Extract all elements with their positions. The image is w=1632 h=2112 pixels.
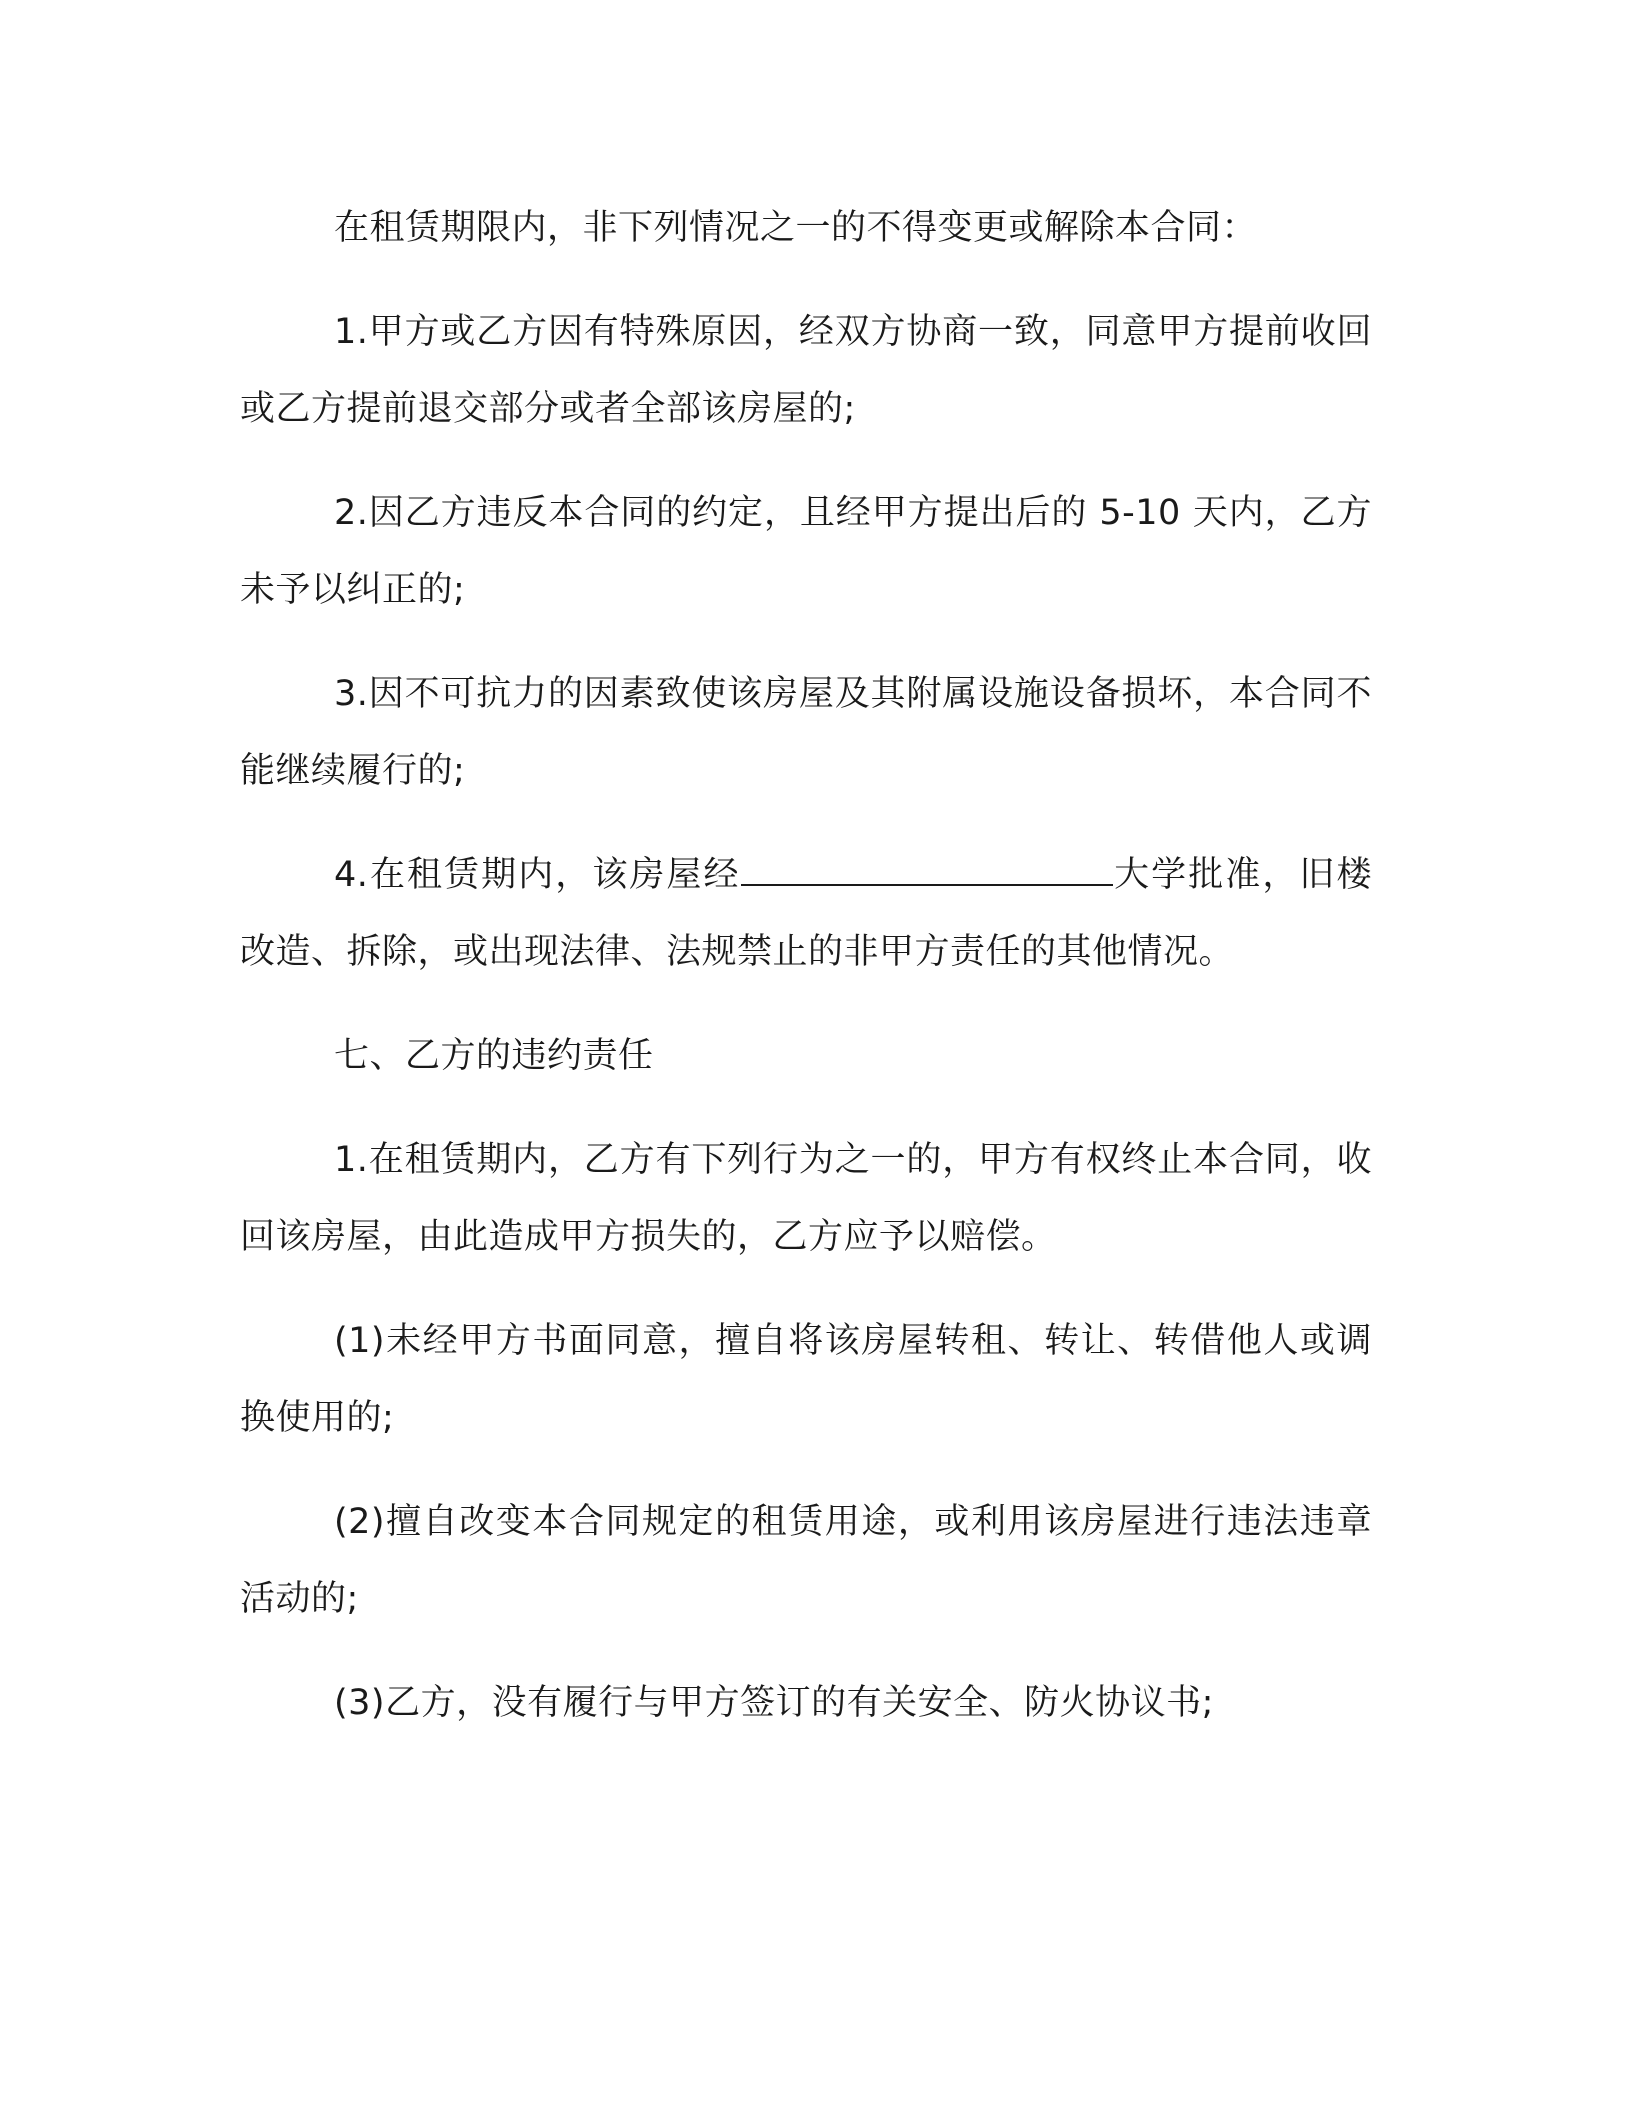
paragraph-clause-1: 1.甲方或乙方因有特殊原因，经双方协商一致，同意甲方提前收回或乙方提前退交部分或者全部该房屋的; (240, 312, 1372, 429)
paragraph-liability-1: 1.在租赁期内，乙方有下列行为之一的，甲方有权终止本合同，收回该房屋，由此造成甲方损失的，乙方应予以赔偿。 (240, 1140, 1372, 1257)
clause-4-text-after: 大学批准，旧楼改造、拆除，或出现法律、法规禁止的非甲方责任的其他情况。 (240, 855, 1372, 972)
fill-in-blank (741, 854, 1113, 886)
paragraph-clause-2: 2.因乙方违反本合同的约定，且经甲方提出后的 5-10 天内，乙方未予以纠正的; (240, 493, 1372, 610)
paragraph-item-3: (3)乙方，没有履行与甲方签订的有关安全、防火协议书; (334, 1683, 1214, 1723)
document-body (240, 190, 1372, 1769)
section-heading-7: 七、乙方的违约责任 (334, 1036, 654, 1076)
paragraph-clause-4 (240, 837, 1372, 991)
paragraph-item-2: (2)擅自改变本合同规定的租赁用途，或利用该房屋进行违法违章活动的; (240, 1502, 1372, 1619)
paragraph-clause-3: 3.因不可抗力的因素致使该房屋及其附属设施设备损坏，本合同不能继续履行的; (240, 674, 1372, 791)
clause-4-text-before: 4.在租赁期内，该房屋经 (334, 855, 741, 895)
paragraph-intro: 在租赁期限内，非下列情况之一的不得变更或解除本合同： (334, 208, 1258, 248)
paragraph-item-1: (1)未经甲方书面同意，擅自将该房屋转租、转让、转借他人或调换使用的; (240, 1321, 1372, 1438)
